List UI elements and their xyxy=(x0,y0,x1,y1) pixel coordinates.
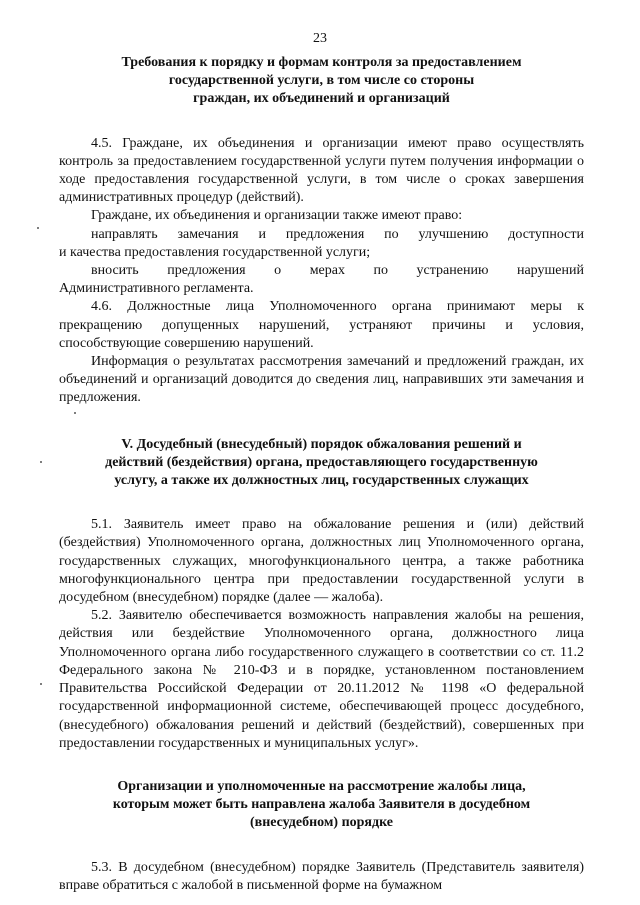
paragraph-propose-line2: Административного регламента. xyxy=(59,281,254,297)
scan-speck xyxy=(74,412,76,414)
paragraph-information: Информация о результатах рассмотрения замечаний и предложений граждан, их объединений и организаций доводится до сведения лиц, направивших эти замечания и предложения. xyxy=(59,354,584,406)
paragraph-direct-line1: направлять замечания и предложения по улучшению доступности xyxy=(91,226,584,242)
paragraph-4-5: 4.5. Граждане, их объединения и организации имеют право осуществлять контроль за предоставлением государственной услуги путем получения информации о ходе предоставления государственной услуги, в том числе о сроках завершения административных процедур (действий). xyxy=(59,135,584,206)
paragraph-4-6: 4.6. Должностные лица Уполномоченного органа принимают меры к прекращению допущенных нарушений, устраняют причины и условия, способствующие совершению нарушений. xyxy=(59,299,584,351)
paragraph-also-right: Граждане, их объединения и организации также имеют право: xyxy=(91,208,463,224)
heading-line: Требования к порядку и формам контроля за предоставлением xyxy=(121,55,522,70)
heading-line: государственной услуги, в том числе со стороны xyxy=(168,73,475,89)
heading-line: услугу, а также их должностных лиц, государственных служащих xyxy=(114,473,529,489)
heading-line: (внесудебном) порядке xyxy=(249,815,394,831)
paragraph-5-3: 5.3. В досудебном (внесудебном) порядке Заявитель (Представитель заявителя) вправе обратиться с жалобой в письменной форме на бумажном xyxy=(59,859,584,893)
paragraph-5-2: 5.2. Заявителю обеспечивается возможность направления жалобы на решения, действия или бездействие Уполномоченного органа, должностного лица Уполномоченного органа либо государственного служащего в соответствии со ст. 11.2 Федерального закона № 210-ФЗ и в порядке, установленном постановлением Правительства Российской Федерации от 20.11.2012 № 1198 «О федеральной государственной информационной системе, обеспечивающей процесс досудебного, (внесудебного) обжалования решений и действий (бездействий), совершенных при предоставлении государственных и муниципальных услуг». xyxy=(59,608,584,751)
paragraph-propose-line1: вносить предложения о мерах по устранению нарушений xyxy=(91,263,584,279)
heading-line: Организации и уполномоченные на рассмотрение жалобы лица, xyxy=(117,778,526,794)
page-number: 23 xyxy=(313,31,327,46)
section-heading-appeal xyxy=(59,436,584,491)
heading-line: V. Досудебный (внесудебный) порядок обжалования решений и xyxy=(121,436,522,452)
heading-line: граждан, их объединений и организаций xyxy=(193,91,450,107)
section-heading-organizations xyxy=(59,778,584,833)
scan-speck xyxy=(37,227,39,229)
heading-line: действий (бездействия) органа, предоставляющего государственную xyxy=(105,454,538,470)
paragraph-direct-line2: и качества предоставления государственной услуги; xyxy=(59,244,371,260)
scan-speck xyxy=(40,461,42,463)
document-body xyxy=(59,54,584,895)
heading-line: которым может быть направлена жалоба Заявителя в досудебном xyxy=(112,797,531,813)
paragraph-5-1: 5.1. Заявитель имеет право на обжалование решения и (или) действий (бездействия) Уполномоченного органа, должностных лиц Уполномоченного органа, государственных служащих, многофункционального центра, а также работника многофункционального центра при предоставлении государственной услуги в досудебном (внесудебном) порядке (далее — жалоба). xyxy=(59,517,584,606)
section-heading-control xyxy=(59,54,584,109)
scan-speck xyxy=(40,683,42,685)
